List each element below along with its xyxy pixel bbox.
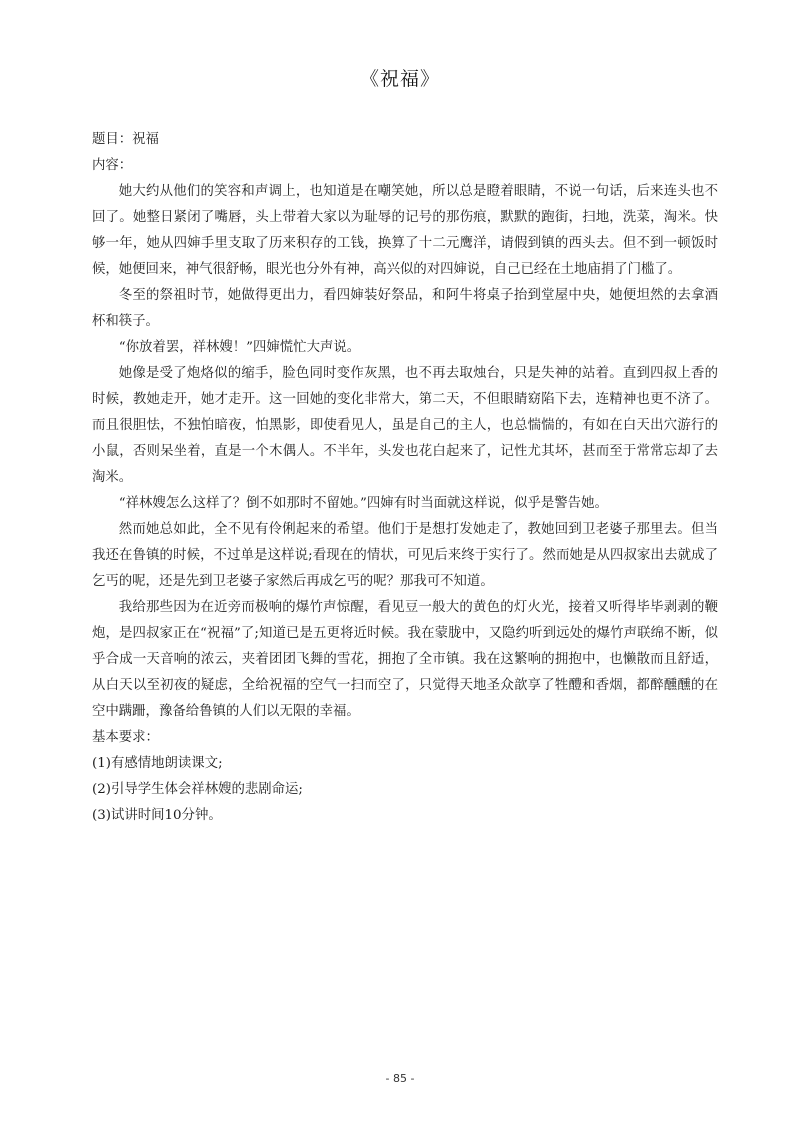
requirements-label: 基本要求： bbox=[92, 730, 159, 745]
requirement-item: (3)试讲时间10分钟。 bbox=[92, 808, 222, 823]
content-label: 内容： bbox=[92, 158, 133, 173]
requirement-item: (1)有感情地朗读课文; bbox=[92, 756, 223, 771]
paragraph: “祥林嫂怎么这样了？倒不如那时不留她。”四婶有时当面就这样说，似乎是警告她。 bbox=[118, 496, 608, 511]
paragraph: 我给那些因为在近旁而极响的爆竹声惊醒，看见豆一般大的黄色的灯火光，接着又听得毕毕剥剥的鞭炮，是四叔家正在“祝福”了;知道已是五更将近时候。我在蒙胧中，又隐约听到远处的爆竹声联绵不断，似乎合成一天音响的浓云，夹着团团飞舞的雪花，拥抱了全市镇。我在这繁响的拥抱中，也懒散而且舒适，从白天以至初夜的疑虑，全给祝福的空气一扫而空了，只觉得天地圣众歆享了牲醴和香烟，都醉醺醺的在空中蹒跚，豫备给鲁镇的人们以无限的幸福。 bbox=[92, 600, 718, 719]
paragraph: 她像是受了炮烙似的缩手，脸色同时变作灰黑，也不再去取烛台，只是失神的站着。直到四叔上香的时候，教她走开，她才走开。这一回她的变化非常大，第二天，不但眼睛窈陷下去，连精神也更不济了。而且很胆怯，不独怕暗夜，怕黑影，即使看见人，虽是自己的主人，也总惴惴的，有如在白天出穴游行的小鼠，否则呆坐着，直是一个木偶人。不半年，头发也花白起来了，记性尤其坏，甚而至于常常忘却了去淘米。 bbox=[92, 366, 718, 485]
document-content bbox=[92, 127, 718, 829]
page-title: 《祝福》 bbox=[359, 68, 440, 90]
topic-line: 题目：祝福 bbox=[92, 132, 159, 147]
page-number: - 85 - bbox=[385, 1072, 415, 1085]
paragraph: 然而她总如此，全不见有伶俐起来的希望。他们于是想打发她走了，教她回到卫老婆子那里去。但当我还在鲁镇的时候，不过单是这样说;看现在的情状，可见后来终于实行了。然而她是从四叔家出去就成了乞丐的呢，还是先到卫老婆子家然后再成乞丐的呢？那我可不知道。 bbox=[92, 522, 718, 589]
paragraph: 她大约从他们的笑容和声调上，也知道是在嘲笑她，所以总是瞪着眼睛，不说一句话，后来连头也不回了。她整日紧闭了嘴唇，头上带着大家以为耻辱的记号的那伤痕，默默的跑街，扫地，洗菜，淘米。快够一年，她从四婶手里支取了历来积存的工钱，换算了十二元鹰洋，请假到镇的西头去。但不到一顿饭时候，她便回来，神气很舒畅，眼光也分外有神，高兴似的对四婶说，自己已经在土地庙捐了门槛了。 bbox=[92, 184, 718, 277]
requirement-item: (2)引导学生体会祥林嫂的悲剧命运; bbox=[92, 782, 303, 797]
paragraph: “你放着罢，祥林嫂！”四婶慌忙大声说。 bbox=[118, 340, 361, 355]
paragraph: 冬至的祭祖时节，她做得更出力，看四婶装好祭品，和阿牛将桌子抬到堂屋中央，她便坦然的去拿酒杯和筷子。 bbox=[92, 288, 718, 329]
